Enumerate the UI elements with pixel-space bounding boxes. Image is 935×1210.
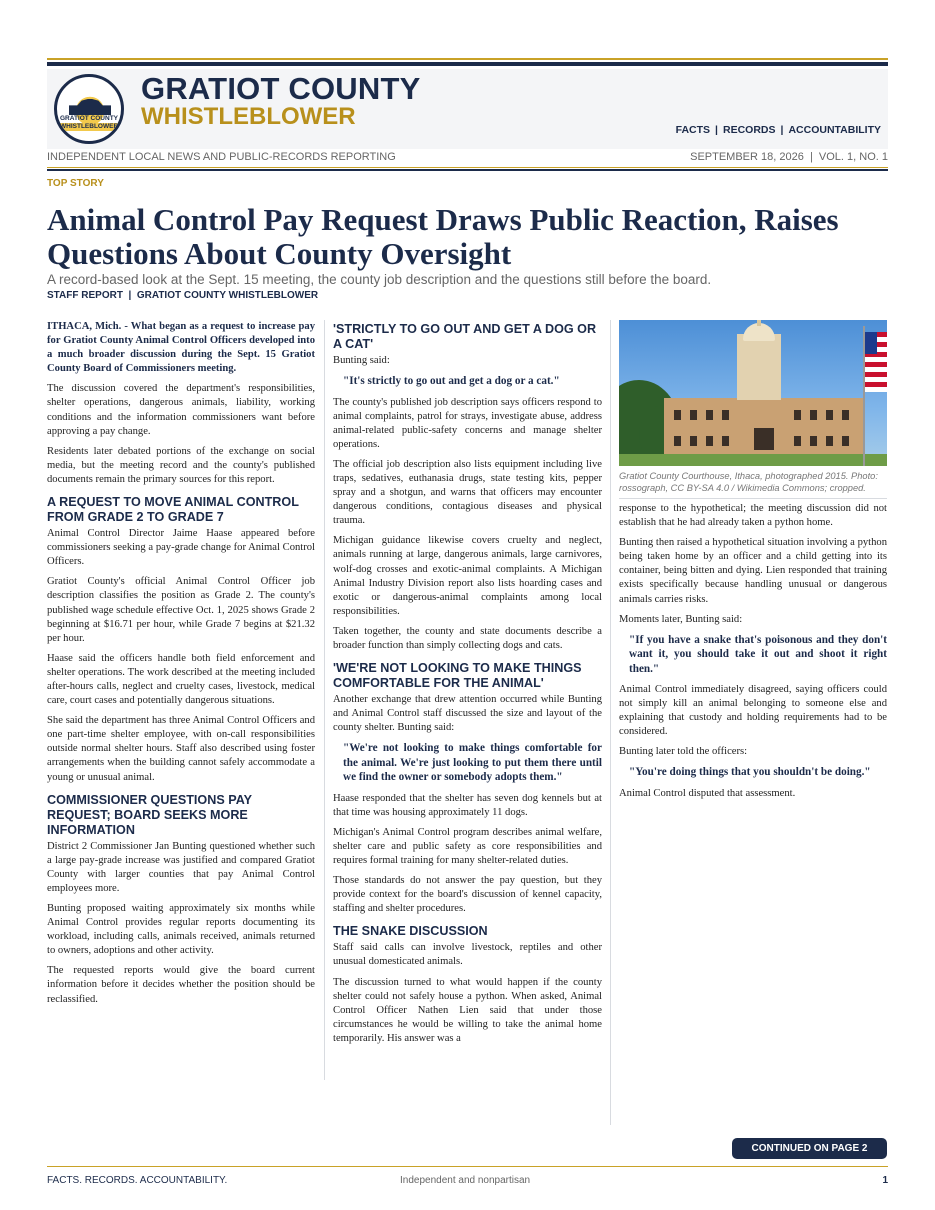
article-column-1	[47, 320, 315, 1013]
section-heading: COMMISSIONER QUESTIONS PAY REQUEST; BOARD SEEKS MORE INFORMATION	[47, 792, 252, 837]
masthead-subtitle: WHISTLEBLOWER	[141, 103, 356, 130]
section-heading: THE SNAKE DISCUSSION	[333, 924, 488, 939]
nav-separator: |	[715, 124, 718, 136]
story-kicker: TOP STORY	[47, 178, 104, 189]
article-column-3	[619, 320, 887, 807]
paragraph: Bunting later told the officers:	[619, 746, 748, 758]
paragraph: The official job description also lists equipment including live traps, sedatives, euthanasia drugs, state testing kits, pepper spray and a shotgun, and warns that officers may encounter dangerous conditions, contagious diseases and physical trauma.	[333, 458, 602, 527]
footer-rule	[47, 1166, 888, 1167]
paragraph: Bunting said:	[333, 355, 390, 366]
paragraph: She said the department has three Animal Control Officers and one part-time shelter employee, with on-call responsibilities outside normal shelter hours. Staff also described using foster arrangements when the building cannot safely accommodate a young or unusual animal.	[47, 715, 315, 783]
header-gold-rule	[47, 167, 888, 168]
nav-link-facts[interactable]: FACTS	[675, 124, 711, 136]
pull-quote: "If you have a snake that's poisonous and they don't want it, you should take it out and shoot it right then."	[629, 633, 887, 675]
newspaper-logo	[54, 74, 124, 144]
paragraph: Michigan guidance likewise covers cruelty and neglect, animals running at large, dangerous animals, large carnivores, wolf-dog crosses and exotic-animal complaints. A Michigan Animal Industry Division report also lists hoarding cases and exotic or dangerous-animal complaints among local responsibilities.	[333, 535, 602, 617]
paragraph: The requested reports would give the board current information before it decides whether the position should be reclassified.	[47, 965, 315, 1005]
paragraph: Another exchange that drew attention occurred while Bunting and Animal Control staff discussed the size and layout of the county shelter. Bunting said:	[333, 694, 602, 734]
paragraph: The discussion turned to what would happen if the county shelter could not safely house a python. When asked, Animal Control Officer Nathen Lien said that under those circumstances he would be willing to take the animal home temporarily. His answer was a	[333, 976, 602, 1044]
paragraph: Animal Control immediately disagreed, saying officers could not simply kill an animal belonging to someone else and explaining that custody and holding requirements had to be considered.	[619, 683, 887, 738]
article-headline: Animal Control Pay Request Draws Public Reaction, Raises Questions About County Oversight	[47, 202, 839, 271]
column-divider	[610, 320, 611, 1125]
logo-text-line1: GRATIOT COUNTY	[59, 115, 118, 122]
paragraph: Residents later debated portions of the exchange on social media, but the meeting record and the county's published documents remain the primary sources for this report.	[47, 445, 315, 485]
paragraph: District 2 Commissioner Jan Bunting questioned whether such a large pay-grade increase was justified and compared Gratiot County with larger counties that pay Animal Control employees more.	[47, 840, 315, 894]
page-number: 1	[882, 1175, 888, 1186]
nav-link-records[interactable]: RECORDS	[722, 124, 776, 136]
section-heading: 'STRICTLY TO GO OUT AND GET A DOG OR A CAT'	[333, 322, 597, 351]
paragraph: Haase said the officers handle both field enforcement and shelter operations. The work described at the meeting included after-hours calls, neglect and cruelty cases, livestock, medical care, court cases and potentially dangerous situations.	[47, 652, 315, 707]
masthead-title: GRATIOT COUNTY	[141, 71, 421, 106]
top-nav	[676, 124, 881, 136]
nav-separator: |	[780, 124, 784, 136]
paragraph: Michigan's Animal Control program describes animal welfare, shelter care and public safety as core responsibilities and requires formal training for many shelter-related duties.	[333, 826, 602, 866]
paragraph: Gratiot County's official Animal Control Officer job description classifies the position as Grade 2. The county's published wage schedule effective Oct. 1, 2025 shows Grade 2 beginning at $16.71 per hour, while Grade 7 begins at $21.32 per hour.	[47, 576, 315, 644]
photo-caption: Gratiot County Courthouse, Ithaca, photographed 2015. Photo: rossograph, CC BY-SA 4.0 / Wikimedia Commons; cropped.	[619, 471, 878, 493]
paragraph: Moments later, Bunting said:	[619, 613, 743, 625]
courthouse-photo	[619, 320, 887, 466]
pull-quote: "You're doing things that you shouldn't be doing."	[629, 766, 871, 779]
paragraph: Bunting then raised a hypothetical situation involving a python being taken home by an officer and a child getting into its container, being bitten and dying. Lien responded that training exists specifically because handling unusual or dangerous animals carries risks.	[619, 537, 887, 605]
pull-quote: "It's strictly to go out and get a dog or a cat."	[343, 375, 560, 388]
continued-on-page-button[interactable]: CONTINUED ON PAGE 2	[732, 1138, 887, 1159]
top-gold-rule	[47, 58, 888, 60]
article-dek: A record-based look at the Sept. 15 meeting, the county job description and the questions still before the board.	[47, 272, 712, 287]
section-heading: A REQUEST TO MOVE ANIMAL CONTROL FROM GRADE 2 TO GRADE 7	[47, 495, 299, 525]
footer-note: Independent and nonpartisan	[400, 1175, 531, 1186]
paragraph: Taken together, the county and state documents describe a broader function than simply collecting dogs and cats.	[333, 625, 602, 651]
top-navy-rule	[47, 62, 888, 66]
article-lead-paragraph: ITHACA, Mich. - What began as a request to increase pay for Gratiot County Animal Control Officers developed into a much broader discussion during the Sept. 15 Gratiot County Board of Commissioners meeting.	[47, 321, 315, 375]
issue-date-line: SEPTEMBER 18, 2026 | VOL. 1, NO. 1	[690, 151, 888, 163]
paragraph: The county's published job description says officers respond to animal complaints, patrol for strays, investigate abuse, address animal-related public-safety concerns and manage shelter operations.	[333, 396, 602, 450]
nav-link-accountability[interactable]: ACCOUNTABILITY	[788, 124, 881, 136]
paragraph: Bunting proposed waiting approximately six months while Animal Control provides regular reports documenting its workload, including calls, animals received, animals returned to owners, adoptions and other activity.	[47, 903, 315, 957]
paragraph: Haase responded that the shelter has seven dog kennels but at that time was housing approximately 11 dogs.	[333, 792, 602, 818]
courthouse-photo-figure	[619, 320, 887, 494]
paragraph: response to the hypothetical; the meeting discussion did not establish that he had already taken a python home.	[619, 503, 887, 529]
paragraph: The discussion covered the department's responsibilities, shelter operations, dangerous animals, liability, working conditions and the information commissioners want before approving a pay change.	[47, 383, 315, 437]
header-navy-rule	[47, 169, 888, 171]
paragraph: Staff said calls can involve livestock, reptiles and other unusual domesticated animals.	[333, 942, 602, 968]
paragraph: Animal Control Director Jaime Haase appeared before commissioners seeking a pay-grade change for Animal Control Officers.	[47, 528, 315, 568]
footer-slogan: FACTS. RECORDS. ACCOUNTABILITY.	[47, 1175, 228, 1186]
article-byline: STAFF REPORT | GRATIOT COUNTY WHISTLEBLOWER	[47, 290, 319, 301]
section-heading: 'WE'RE NOT LOOKING TO MAKE THINGS COMFORTABLE FOR THE ANIMAL'	[333, 661, 582, 691]
paragraph: Animal Control disputed that assessment.	[619, 787, 796, 799]
pull-quote: "We're not looking to make things comfortable for the animal. We're just looking to put them there until we find the owner or somebody adopts them."	[343, 742, 602, 784]
tagline: INDEPENDENT LOCAL NEWS AND PUBLIC-RECORDS REPORTING	[47, 151, 396, 163]
logo-text-line2: WHISTLEBLOWER	[60, 123, 119, 130]
caption-divider	[619, 498, 887, 499]
masthead	[47, 69, 888, 149]
paragraph: Those standards do not answer the pay question, but they provide context for the board's discussion of kennel capacity, staffing and shelter procedures.	[333, 875, 602, 915]
article-column-2	[333, 320, 602, 1052]
column-divider	[324, 320, 325, 1080]
